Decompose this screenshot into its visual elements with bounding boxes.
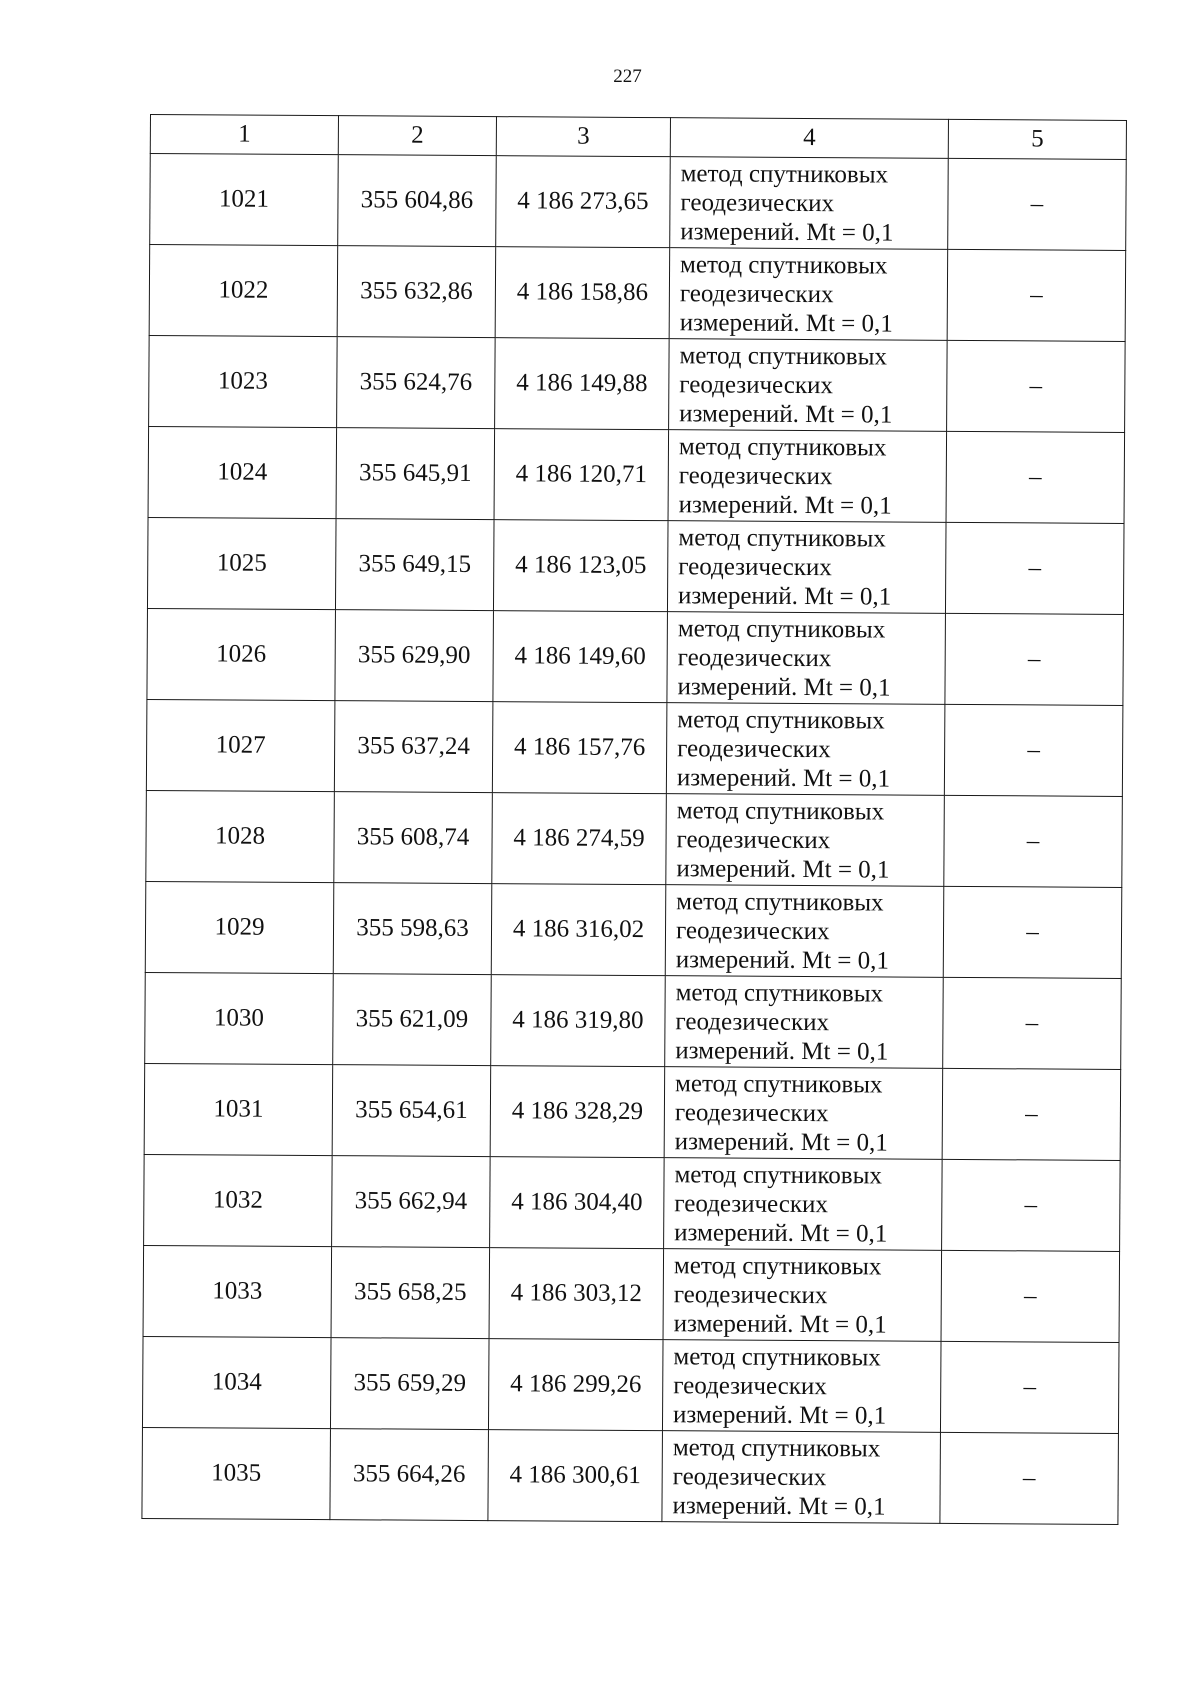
method-cell xyxy=(669,248,948,341)
method-cell xyxy=(670,157,949,250)
method-line: метод спутниковых xyxy=(677,614,886,644)
table-row xyxy=(147,608,1124,705)
point-number-cell: 1023 xyxy=(149,335,338,427)
x-coordinate-cell: 355 654,61 xyxy=(332,1065,491,1157)
method-line: измерений. Mt = 0,1 xyxy=(676,854,890,884)
table-row xyxy=(149,335,1126,432)
method-line: измерений. Mt = 0,1 xyxy=(677,581,892,611)
method-line: измерений. Mt = 0,1 xyxy=(677,672,891,702)
note-cell: – xyxy=(948,158,1127,250)
y-coordinate-cell: 4 186 300,61 xyxy=(488,1430,663,1522)
x-coordinate-cell: 355 624,76 xyxy=(337,337,496,429)
point-number-cell: 1025 xyxy=(147,517,336,609)
note-cell: – xyxy=(941,1250,1120,1342)
method-line: геодезических xyxy=(675,916,830,945)
method-line: измерений. Mt = 0,1 xyxy=(673,1309,887,1339)
y-coordinate-cell: 4 186 274,59 xyxy=(492,793,667,885)
method-line: метод спутниковых xyxy=(674,1160,883,1189)
table-row xyxy=(150,154,1127,251)
y-coordinate-cell: 4 186 149,60 xyxy=(493,611,668,703)
method-line: метод спутниковых xyxy=(679,341,888,371)
method-line: измерений. Mt = 0,1 xyxy=(679,308,893,338)
y-coordinate-cell: 4 186 303,12 xyxy=(489,1248,664,1340)
method-cell xyxy=(667,521,946,614)
method-line: измерений. Mt = 0,1 xyxy=(674,1127,888,1157)
point-number-cell: 1030 xyxy=(145,972,334,1064)
method-line: геодезических xyxy=(678,552,832,581)
point-number-cell: 1024 xyxy=(148,426,337,518)
method-line: геодезических xyxy=(674,1189,829,1218)
method-line: геодезических xyxy=(674,1098,829,1127)
point-number-cell: 1035 xyxy=(142,1427,331,1519)
method-line: измерений. Mt = 0,1 xyxy=(672,1491,886,1521)
column-header-2: 2 xyxy=(338,116,496,156)
table-row xyxy=(149,245,1126,342)
point-number-cell: 1032 xyxy=(144,1154,333,1246)
y-coordinate-cell: 4 186 149,88 xyxy=(495,338,670,430)
method-cell xyxy=(662,1431,941,1524)
x-coordinate-cell: 355 658,25 xyxy=(331,1247,490,1339)
table-row xyxy=(146,699,1123,796)
table-row xyxy=(144,1063,1121,1160)
x-coordinate-cell: 355 645,91 xyxy=(336,428,495,520)
y-coordinate-cell: 4 186 316,02 xyxy=(491,884,666,976)
method-cell xyxy=(666,794,945,887)
method-line: метод спутниковых xyxy=(680,159,889,189)
column-header-1: 1 xyxy=(150,115,338,155)
method-line: метод спутниковых xyxy=(676,887,884,916)
method-line: метод спутниковых xyxy=(678,432,887,462)
method-cell xyxy=(664,1067,943,1160)
method-cell xyxy=(663,1249,942,1342)
method-cell xyxy=(666,703,945,796)
point-number-cell: 1026 xyxy=(147,608,336,700)
y-coordinate-cell: 4 186 273,65 xyxy=(496,156,671,248)
method-line: измерений. Mt = 0,1 xyxy=(678,490,892,520)
x-coordinate-cell: 355 659,29 xyxy=(330,1338,489,1430)
method-line: геодезических xyxy=(675,1007,830,1036)
table-row xyxy=(148,426,1125,523)
table-row xyxy=(142,1336,1119,1433)
table-row xyxy=(145,881,1122,978)
point-number-cell: 1028 xyxy=(146,790,335,882)
note-cell: – xyxy=(945,522,1124,614)
note-cell: – xyxy=(944,704,1123,796)
method-cell xyxy=(669,339,948,432)
method-line: метод спутниковых xyxy=(673,1251,882,1280)
method-line: метод спутниковых xyxy=(677,705,885,734)
x-coordinate-cell: 355 598,63 xyxy=(333,883,492,975)
method-line: измерений. Mt = 0,1 xyxy=(679,399,893,429)
x-coordinate-cell: 355 637,24 xyxy=(334,701,493,793)
method-line: геодезических xyxy=(672,1462,827,1491)
method-line: метод спутниковых xyxy=(680,250,888,280)
method-line: геодезических xyxy=(679,370,834,399)
column-header-3: 3 xyxy=(496,117,670,157)
method-cell xyxy=(667,612,946,705)
point-number-cell: 1029 xyxy=(145,881,334,973)
x-coordinate-cell: 355 632,86 xyxy=(337,246,496,338)
y-coordinate-cell: 4 186 328,29 xyxy=(490,1066,665,1158)
point-number-cell: 1021 xyxy=(150,154,339,246)
method-line: геодезических xyxy=(679,279,834,308)
point-number-cell: 1031 xyxy=(144,1063,333,1155)
method-line: геодезических xyxy=(676,825,831,854)
note-cell: – xyxy=(942,1159,1121,1251)
method-line: геодезических xyxy=(680,188,835,217)
method-line: метод спутниковых xyxy=(675,1069,883,1098)
note-cell: – xyxy=(943,977,1122,1069)
method-line: метод спутниковых xyxy=(673,1342,881,1371)
note-cell: – xyxy=(947,249,1126,341)
table-row xyxy=(146,790,1123,887)
y-coordinate-cell: 4 186 319,80 xyxy=(491,975,666,1067)
method-line: геодезических xyxy=(673,1371,827,1400)
y-coordinate-cell: 4 186 304,40 xyxy=(490,1157,665,1249)
method-line: измерений. Mt = 0,1 xyxy=(672,1400,887,1430)
x-coordinate-cell: 355 662,94 xyxy=(332,1156,491,1248)
method-line: геодезических xyxy=(673,1280,828,1309)
point-number-cell: 1033 xyxy=(143,1245,332,1337)
method-line: измерений. Mt = 0,1 xyxy=(675,1036,889,1066)
note-cell: – xyxy=(945,613,1124,705)
table-row xyxy=(147,517,1124,614)
table-row xyxy=(145,972,1122,1069)
note-cell: – xyxy=(946,431,1125,523)
column-header-5: 5 xyxy=(948,119,1126,159)
x-coordinate-cell: 355 621,09 xyxy=(333,974,492,1066)
note-cell: – xyxy=(940,1432,1119,1524)
note-cell: – xyxy=(940,1341,1119,1433)
table-row xyxy=(144,1154,1121,1251)
y-coordinate-cell: 4 186 123,05 xyxy=(493,520,668,612)
method-cell xyxy=(665,976,944,1069)
note-cell: – xyxy=(947,340,1126,432)
x-coordinate-cell: 355 604,86 xyxy=(338,155,497,247)
method-cell xyxy=(664,1158,943,1251)
point-number-cell: 1027 xyxy=(146,699,335,791)
column-header-4: 4 xyxy=(670,118,948,159)
method-line: метод спутниковых xyxy=(676,796,885,825)
y-coordinate-cell: 4 186 158,86 xyxy=(495,247,670,339)
table-row xyxy=(142,1427,1119,1524)
note-cell: – xyxy=(942,1068,1121,1160)
method-cell xyxy=(665,885,944,978)
method-line: измерений. Mt = 0,1 xyxy=(680,217,894,247)
x-coordinate-cell: 355 629,90 xyxy=(335,610,494,702)
point-number-cell: 1022 xyxy=(149,245,338,337)
method-line: измерений. Mt = 0,1 xyxy=(675,945,890,975)
coordinates-table xyxy=(141,114,1127,1525)
y-coordinate-cell: 4 186 299,26 xyxy=(488,1339,663,1431)
method-cell xyxy=(662,1340,941,1433)
x-coordinate-cell: 355 608,74 xyxy=(334,792,493,884)
method-line: метод спутниковых xyxy=(672,1433,881,1462)
method-line: геодезических xyxy=(677,643,832,672)
y-coordinate-cell: 4 186 120,71 xyxy=(494,429,669,521)
x-coordinate-cell: 355 649,15 xyxy=(335,519,494,611)
note-cell: – xyxy=(943,886,1122,978)
x-coordinate-cell: 355 664,26 xyxy=(330,1429,489,1521)
y-coordinate-cell: 4 186 157,76 xyxy=(492,702,667,794)
method-cell xyxy=(668,430,947,523)
method-line: геодезических xyxy=(677,734,831,763)
method-line: измерений. Mt = 0,1 xyxy=(676,763,891,793)
method-line: измерений. Mt = 0,1 xyxy=(674,1218,888,1248)
method-line: метод спутниковых xyxy=(675,978,884,1007)
table-body xyxy=(142,154,1126,1525)
table-row xyxy=(143,1245,1120,1342)
method-line: метод спутниковых xyxy=(678,523,886,553)
point-number-cell: 1034 xyxy=(142,1336,331,1428)
note-cell: – xyxy=(944,795,1123,887)
method-line: геодезических xyxy=(678,461,833,490)
page-number: 227 xyxy=(613,66,642,87)
table-header-row xyxy=(150,115,1126,160)
